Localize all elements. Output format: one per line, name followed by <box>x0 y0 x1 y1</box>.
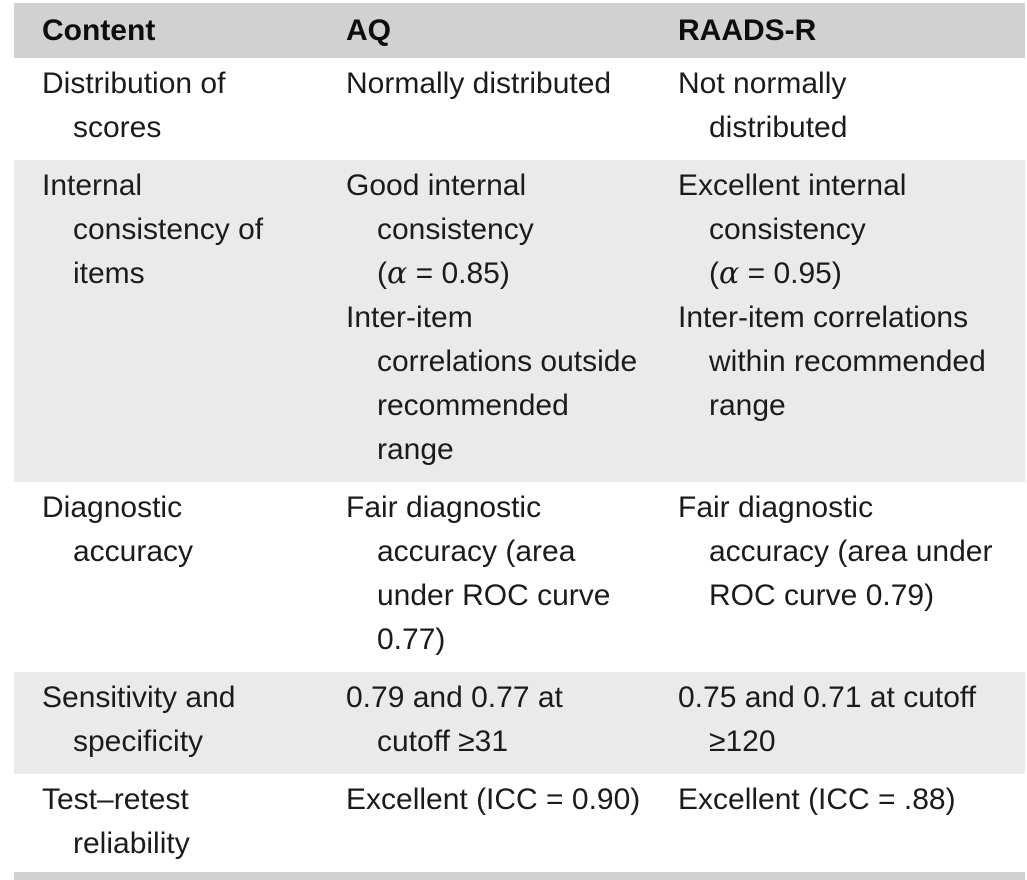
cell-paragraph <box>678 676 1021 764</box>
cell-line: (α = 0.85) <box>377 256 510 291</box>
cell-line: Inter-item correlations <box>678 301 969 334</box>
table-row <box>14 58 1025 160</box>
column-header-content: Content <box>42 13 156 47</box>
table-row <box>14 160 1025 482</box>
cell-line: within recommended <box>709 345 986 378</box>
table-header-row <box>14 3 1025 58</box>
table-cell-aq <box>318 164 650 472</box>
cell-line: 0.75 and 0.71 at cutoff <box>678 681 977 714</box>
cell-line: range <box>709 389 786 422</box>
cell-line: Excellent (ICC = .88) <box>678 783 956 816</box>
cell-line: correlations outside <box>377 345 638 378</box>
cell-paragraph <box>678 62 1021 150</box>
cell-paragraph <box>42 62 314 150</box>
table-cell-content <box>14 164 318 472</box>
cell-line: scores <box>73 111 162 144</box>
cell-line: specificity <box>73 725 204 758</box>
table-cell-content <box>14 778 318 866</box>
table-body <box>14 58 1025 876</box>
cell-paragraph <box>42 486 314 574</box>
cell-line: Diagnostic <box>42 491 183 524</box>
cell-line: 0.79 and 0.77 at <box>346 681 563 714</box>
cell-line: Sensitivity and <box>42 681 236 714</box>
table-cell-raads <box>650 164 1025 472</box>
cell-line: consistency <box>709 213 866 246</box>
cell-line: Not normally <box>678 67 847 100</box>
table-cell-content <box>14 62 318 150</box>
table-row <box>14 672 1025 774</box>
next-table-top-edge <box>14 872 1025 880</box>
table-cell-raads <box>650 486 1025 662</box>
cell-line: accuracy (area under <box>709 535 993 568</box>
table-cell-aq <box>318 676 650 764</box>
cell-line: ≥120 <box>709 725 776 758</box>
cell-line: consistency of <box>73 213 264 246</box>
cell-line: Excellent (ICC = 0.90) <box>346 783 641 816</box>
cell-paragraph <box>678 296 1021 428</box>
cell-paragraph <box>346 296 646 472</box>
column-header-aq: AQ <box>346 13 391 47</box>
cell-line: Test–retest <box>42 783 189 816</box>
alpha-symbol: α <box>387 256 408 291</box>
cell-line: Fair diagnostic <box>678 491 874 524</box>
cell-line: Good internal <box>346 169 527 202</box>
cell-line: Distribution of <box>42 67 226 100</box>
cell-paragraph <box>678 486 1021 618</box>
cell-paragraph <box>346 486 646 662</box>
cell-line: Fair diagnostic <box>346 491 542 524</box>
cell-line: consistency <box>377 213 534 246</box>
cell-paragraph <box>346 164 646 296</box>
cell-paragraph <box>42 778 314 866</box>
cell-line: 0.77) <box>377 623 446 656</box>
table-cell-aq <box>318 486 650 662</box>
cell-line: accuracy <box>73 535 194 568</box>
cell-line: Inter-item <box>346 301 473 334</box>
cell-line: Internal <box>42 169 143 202</box>
cell-paragraph <box>42 676 314 764</box>
table-cell-raads <box>650 778 1025 866</box>
comparison-table <box>14 3 1025 876</box>
cell-line: range <box>377 433 454 466</box>
cell-line: (α = 0.95) <box>709 256 842 291</box>
cell-line: Excellent internal <box>678 169 907 202</box>
cell-paragraph <box>346 778 646 822</box>
cell-paragraph <box>678 164 1021 296</box>
alpha-symbol: α <box>719 256 740 291</box>
table-cell-content <box>14 676 318 764</box>
cell-line: recommended <box>377 389 569 422</box>
cell-line: distributed <box>709 111 848 144</box>
cell-paragraph <box>346 62 646 106</box>
cell-line: under ROC curve <box>377 579 611 612</box>
cell-paragraph <box>346 676 646 764</box>
table-cell-raads <box>650 62 1025 150</box>
cell-paragraph <box>42 164 314 296</box>
cell-line: Normally distributed <box>346 67 612 100</box>
cell-line: cutoff ≥31 <box>377 725 509 758</box>
cell-line: accuracy (area <box>377 535 576 568</box>
table-cell-content <box>14 486 318 662</box>
cell-line: ROC curve 0.79) <box>709 579 935 612</box>
table-cell-raads <box>650 676 1025 764</box>
table-cell-aq <box>318 62 650 150</box>
cell-line: items <box>73 257 145 290</box>
cell-paragraph <box>678 778 1021 822</box>
table-cell-aq <box>318 778 650 866</box>
column-header-raads-r: RAADS-R <box>678 13 817 47</box>
cell-line: reliability <box>73 827 190 860</box>
table-row <box>14 774 1025 876</box>
table-row <box>14 482 1025 672</box>
